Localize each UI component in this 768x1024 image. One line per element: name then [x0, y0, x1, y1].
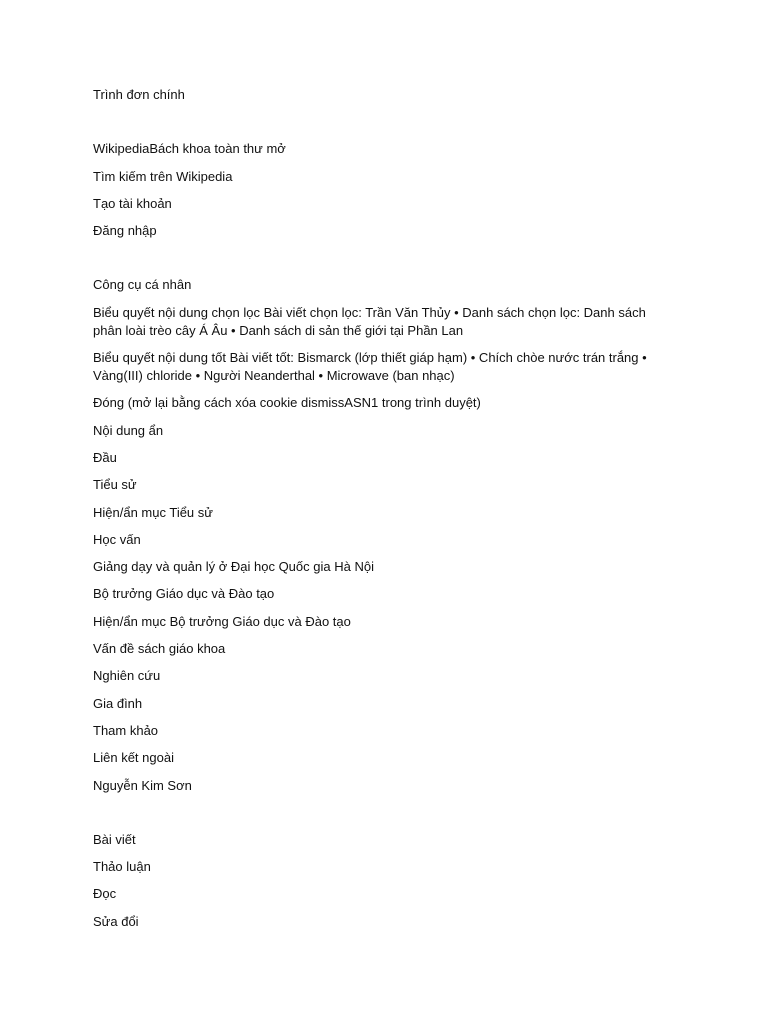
- tab-talk[interactable]: Thảo luận: [93, 859, 151, 875]
- toc-item-teaching[interactable]: Giảng dạy và quản lý ở Đại học Quốc gia Hà Nội: [93, 559, 374, 575]
- article-title: Nguyễn Kim Sơn: [93, 777, 192, 793]
- featured-content-notice[interactable]: Biểu quyết nội dung chọn lọc Bài viết chọn lọc: Trần Văn Thủy • Danh sách chọn lọc: Danh sách phân loài trèo cây Á Âu • Danh sách di sản thế giới tại Phần Lan: [93, 304, 646, 338]
- toc-item-top[interactable]: Đầu: [93, 449, 117, 465]
- spacer: [93, 249, 678, 276]
- toc-item-research[interactable]: Nghiên cứu: [93, 668, 161, 684]
- tab-edit[interactable]: Sửa đổi: [93, 913, 139, 929]
- toc-toggle-biography[interactable]: Hiện/ẩn mục Tiểu sử: [93, 504, 213, 520]
- tab-read[interactable]: Đọc: [93, 886, 117, 902]
- spacer: [93, 113, 678, 140]
- toc-item-minister[interactable]: Bộ trưởng Giáo dục và Đào tạo: [93, 586, 275, 602]
- toc-item-references[interactable]: Tham khảo: [93, 722, 159, 738]
- personal-tools-button[interactable]: Công cụ cá nhân: [93, 277, 192, 293]
- good-content-notice[interactable]: Biểu quyết nội dung tốt Bài viết tốt: Bismarck (lớp thiết giáp hạm) • Chích chòe nước trán trắng • Vàng(III) chloride • Người Neanderthal • Microwave (ban nhạc): [93, 350, 647, 384]
- toc-hide-button[interactable]: Nội dung ẩn: [93, 422, 164, 438]
- toc-item-biography[interactable]: Tiểu sử: [93, 477, 137, 493]
- toc-item-family[interactable]: Gia đình: [93, 695, 143, 711]
- toc-item-external-links[interactable]: Liên kết ngoài: [93, 750, 174, 766]
- toc-item-textbooks[interactable]: Vấn đề sách giáo khoa: [93, 641, 226, 657]
- document-page: [93, 86, 678, 940]
- spacer: [93, 804, 678, 831]
- toc-toggle-minister[interactable]: Hiện/ẩn mục Bộ trưởng Giáo dục và Đào tạo: [93, 613, 351, 629]
- login-link[interactable]: Đăng nhập: [93, 223, 157, 239]
- tab-article[interactable]: Bài viết: [93, 831, 136, 847]
- create-account-link[interactable]: Tạo tài khoản: [93, 195, 172, 211]
- toc-item-education[interactable]: Học vấn: [93, 531, 141, 547]
- search-link[interactable]: Tìm kiếm trên Wikipedia: [93, 168, 233, 184]
- site-logo-link[interactable]: WikipediaBách khoa toàn thư mở: [93, 141, 286, 157]
- main-menu-button[interactable]: Trình đơn chính: [93, 87, 185, 102]
- close-notice-button[interactable]: Đóng (mở lại bằng cách xóa cookie dismissASN1 trong trình duyệt): [93, 395, 481, 411]
